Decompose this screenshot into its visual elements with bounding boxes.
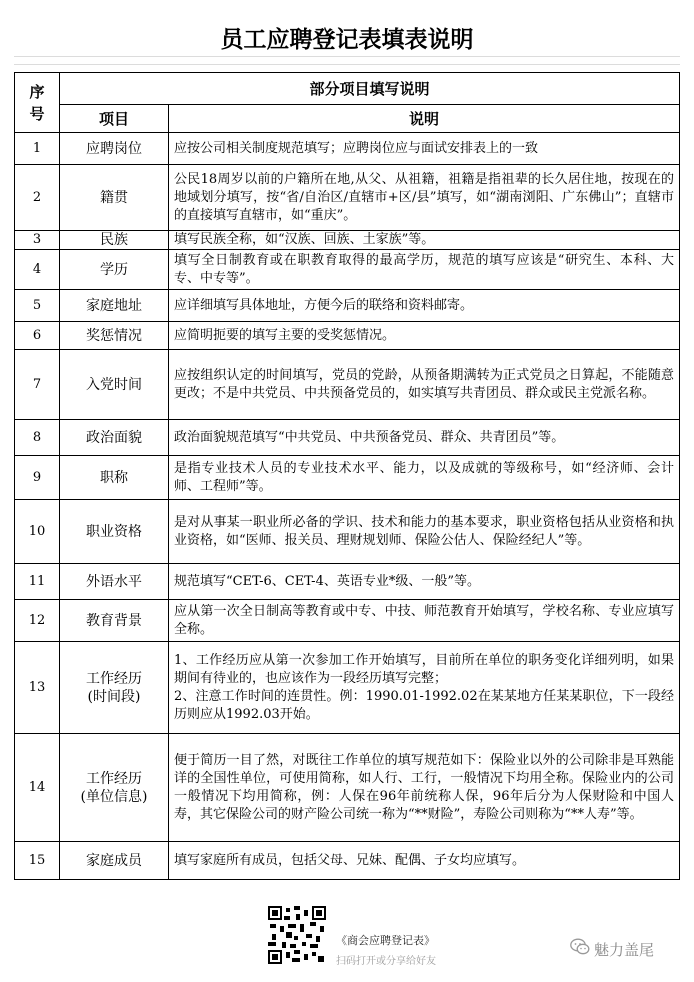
row-desc: 规范填写“CET-6、CET-4、英语专业*级、一般”等。 <box>169 564 680 600</box>
row-no: 11 <box>15 564 60 600</box>
table-row <box>15 133 680 165</box>
row-no: 2 <box>15 165 60 231</box>
row-item: 职业资格 <box>60 500 169 564</box>
row-desc: 应从第一次全日制高等教育或中专、中技、师范教育开始填写，学校名称、专业应填写全称。 <box>169 600 680 642</box>
table-row <box>15 322 680 350</box>
row-desc-part2: 2、注意工作时间的连贯性。例：1990.01-1992.02在某某地方任某某职位，下一段经历则应从1992.03开始。 <box>174 688 675 722</box>
row-no: 14 <box>15 734 60 842</box>
page-title: 员工应聘登记表填表说明 <box>220 26 474 53</box>
row-no: 3 <box>15 231 60 250</box>
row-item: 家庭地址 <box>60 290 169 322</box>
row-desc: 公民18周岁以前的户籍所在地,从父、从祖籍，祖籍是指祖辈的长久居住地，按现在的地域划分填写，按“省/自治区/直辖市+区/县”填写，如“湖南浏阳、广东佛山”；直辖市的直接填写直辖市，如“重庆”。 <box>169 165 680 231</box>
table-row <box>15 564 680 600</box>
row-item: 应聘岗位 <box>60 133 169 165</box>
table-row <box>15 842 680 880</box>
row-item <box>60 642 169 734</box>
row-no: 10 <box>15 500 60 564</box>
row-no: 5 <box>15 290 60 322</box>
row-no: 8 <box>15 420 60 456</box>
row-desc: 应按公司相关制度规范填写；应聘岗位应与面试安排表上的一致 <box>169 133 680 165</box>
footer-title: 《商会应聘登记表》 <box>336 934 435 947</box>
row-item: 家庭成员 <box>60 842 169 880</box>
table-row <box>15 250 680 290</box>
row-item: 学历 <box>60 250 169 290</box>
row-item-sub: (时间段) <box>87 688 141 705</box>
row-desc: 是指专业技术人员的专业技术水平、能力，以及成就的等级称号，如“经济师、会计师、工程师”等。 <box>169 456 680 500</box>
row-desc: 应按组织认定的时间填写，党员的党龄，从预备期满转为正式党员之日算起，不能随意更改；不是中共党员、中共预备党员的，如实填写共青团员、群众或民主党派名称。 <box>169 350 680 420</box>
row-desc <box>169 642 680 734</box>
row-no: 1 <box>15 133 60 165</box>
row-desc: 填写民族全称，如“汉族、回族、土家族”等。 <box>169 231 680 250</box>
header-group: 部分项目填写说明 <box>60 73 680 105</box>
gridline <box>14 56 680 57</box>
share-footer <box>0 900 694 980</box>
row-item: 外语水平 <box>60 564 169 600</box>
brand-name: 魅力盖尾 <box>594 940 655 959</box>
row-item: 籍贯 <box>60 165 169 231</box>
row-no: 7 <box>15 350 60 420</box>
header-desc: 说明 <box>169 105 680 133</box>
instructions-table <box>14 72 680 880</box>
row-desc: 应简明扼要的填写主要的受奖惩情况。 <box>169 322 680 350</box>
table-row <box>15 350 680 420</box>
table-row <box>15 420 680 456</box>
row-no: 15 <box>15 842 60 880</box>
header-no <box>15 73 60 133</box>
table-row <box>15 600 680 642</box>
row-item: 民族 <box>60 231 169 250</box>
table-row <box>15 642 680 734</box>
row-item <box>60 734 169 842</box>
brand-link[interactable] <box>570 938 654 960</box>
row-item: 教育背景 <box>60 600 169 642</box>
table-row <box>15 165 680 231</box>
qr-code[interactable] <box>268 906 326 964</box>
row-desc: 填写全日制教育或在职教育取得的最高学历，规范的填写应该是“研究生、本科、大专、中专等”。 <box>169 250 680 290</box>
row-desc: 填写家庭所有成员，包括父母、兄妹、配偶、子女均应填写。 <box>169 842 680 880</box>
row-no: 13 <box>15 642 60 734</box>
row-desc: 是对从事某一职业所必备的学识、技术和能力的基本要求，职业资格包括从业资格和执业资格，如“医师、报关员、理财规划师、保险公估人、保险经纪人”等。 <box>169 500 680 564</box>
row-item-sub: (单位信息) <box>80 788 148 805</box>
row-item-label: 工作经历 <box>86 770 142 787</box>
row-no: 12 <box>15 600 60 642</box>
row-no: 6 <box>15 322 60 350</box>
row-item: 入党时间 <box>60 350 169 420</box>
table-row <box>15 290 680 322</box>
table-row <box>15 456 680 500</box>
row-no: 9 <box>15 456 60 500</box>
table-row <box>15 231 680 250</box>
header-no-label: 序号 <box>29 82 45 123</box>
row-desc: 政治面貌规范填写“中共党员、中共预备党员、群众、共青团员”等。 <box>169 420 680 456</box>
header-item: 项目 <box>60 105 169 133</box>
row-no: 4 <box>15 250 60 290</box>
row-item-label: 工作经历 <box>86 670 142 687</box>
wechat-icon <box>570 938 590 960</box>
gridline <box>14 64 680 65</box>
row-item: 奖惩情况 <box>60 322 169 350</box>
row-desc: 应详细填写具体地址，方便今后的联络和资料邮寄。 <box>169 290 680 322</box>
table-row <box>15 500 680 564</box>
row-item: 职称 <box>60 456 169 500</box>
footer-subtitle: 扫码打开或分享给好友 <box>336 956 436 967</box>
row-desc-part1: 1、工作经历应从第一次参加工作开始填写，目前所在单位的职务变化详细列明，如果期间有待业的，也应该作为一段经历填写完整； <box>174 652 675 686</box>
row-desc: 便于简历一目了然，对既往工作单位的填写规范如下：保险业以外的公司除非是耳熟能详的全国性单位，可使用简称，如人行、工行，一般情况下均用全称。保险业内的公司一般情况下均用简称，例：人保在96年前统称人保，96年后分为人保财险和中国人寿，其它保险公司的财产险公司统一称为“**财险”，寿险公司则称为“**人寿”等。 <box>169 734 680 842</box>
row-item: 政治面貌 <box>60 420 169 456</box>
table-row <box>15 734 680 842</box>
